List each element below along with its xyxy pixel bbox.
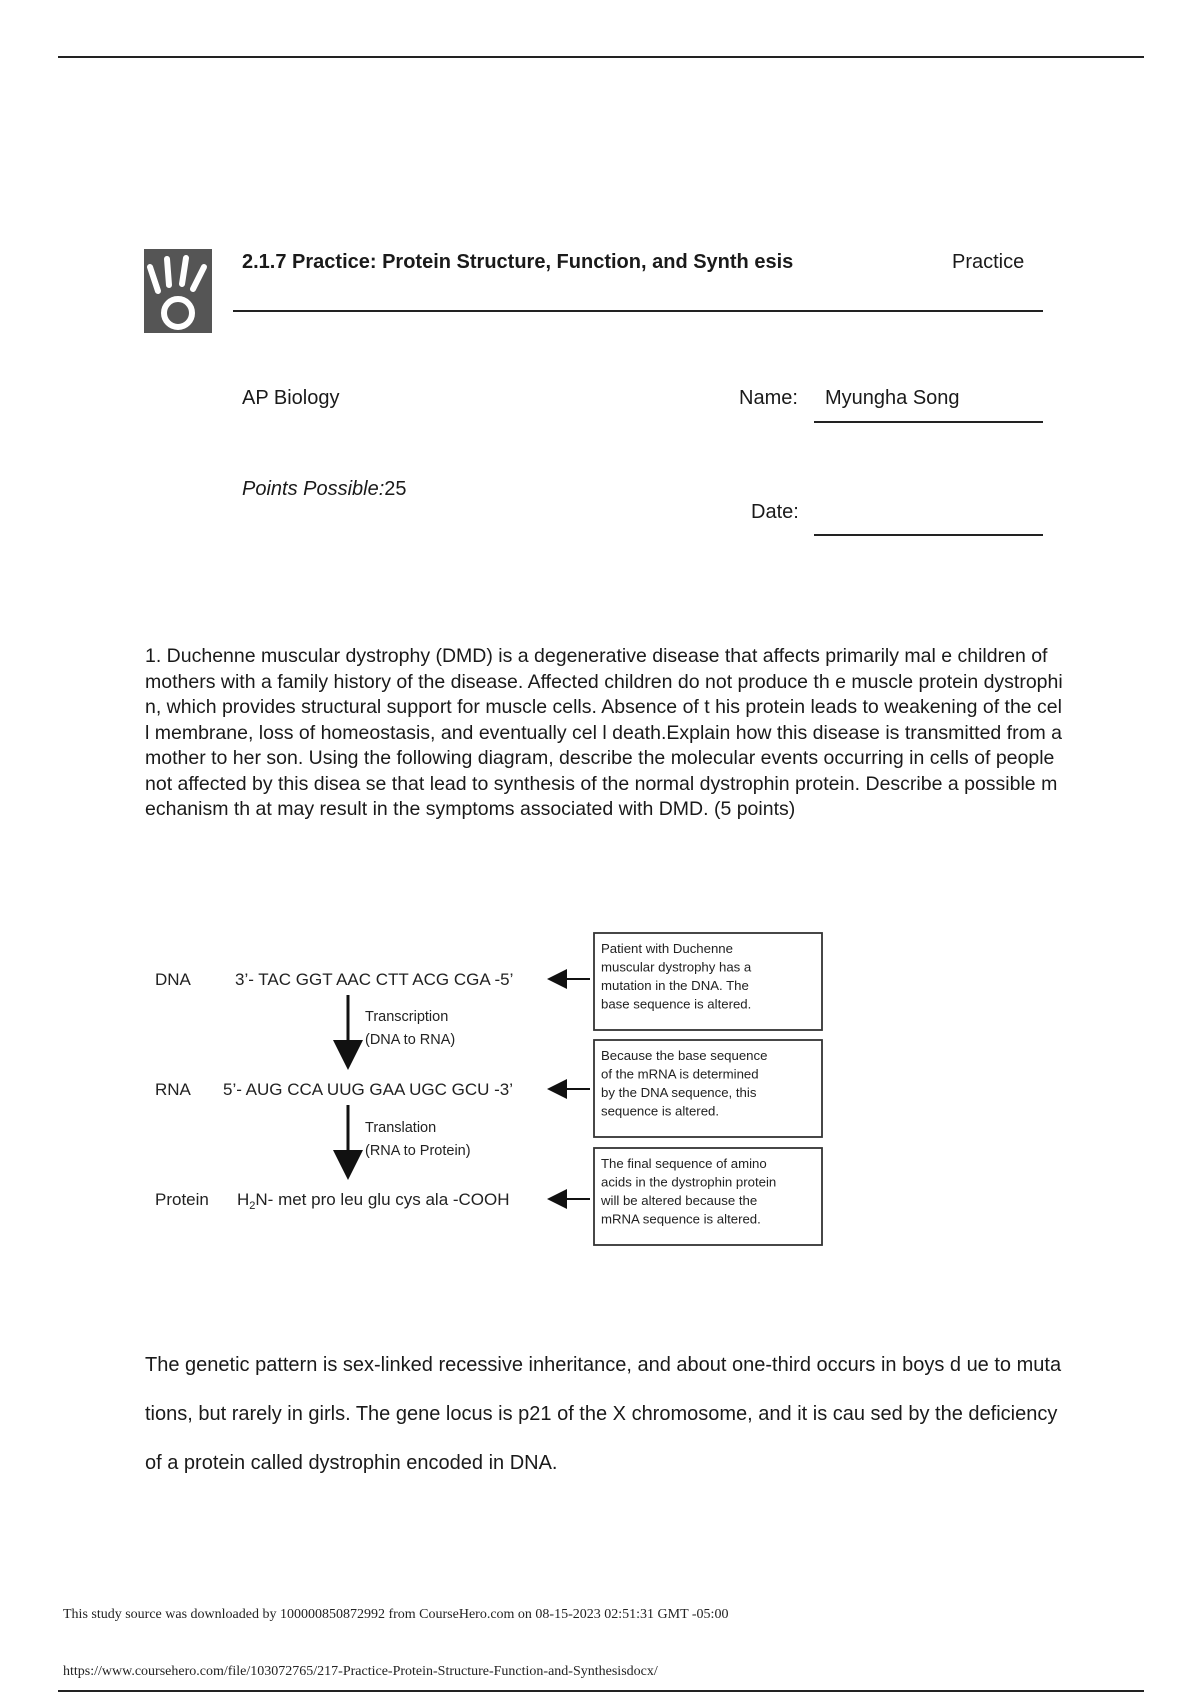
dna-sequence: 3’- TAC GGT AAC CTT ACG CGA -5’	[235, 970, 514, 989]
page-title: 2.1.7 Practice: Protein Structure, Function, and Synth esis	[242, 251, 794, 273]
points-value: 25	[384, 478, 407, 500]
top-rule	[58, 56, 1144, 58]
bottom-rule	[58, 1690, 1144, 1692]
rna-label: RNA	[155, 1080, 191, 1099]
name-field[interactable]: Myungha Song	[825, 387, 960, 409]
rna-sequence: 5’- AUG CCA UUG GAA UGC GCU -3’	[223, 1080, 513, 1099]
note-line: of the mRNA is determined	[601, 1066, 759, 1082]
points-label: Points Possible:	[242, 478, 385, 500]
note-line: mutation in the DNA. The	[601, 978, 749, 993]
note-line: mRNA sequence is altered.	[601, 1211, 761, 1227]
note-line: Patient with Duchenne	[601, 941, 733, 956]
assignment-type: Practice	[952, 251, 1025, 273]
translation-label: Translation	[365, 1120, 437, 1136]
header-rule	[233, 310, 1043, 312]
note-line: The final sequence of amino	[601, 1156, 767, 1171]
protein-chain: N- met pro leu glu cys ala -COOH	[255, 1190, 510, 1209]
answer-text: The genetic pattern is sex-linked recessive inheritance, and about one-third occurs in boys d ue to mutations, but rarely in girls. The gene locus is p21 of the X chromosome, and it is cau sed by the deficiency of a protein called dystrophin encoded in DNA.	[145, 1354, 1062, 1474]
transcription-label: Transcription	[365, 1009, 449, 1025]
note-line: acids in the dystrophin protein	[601, 1174, 777, 1190]
download-note: This study source was downloaded by 100000850872992 from CourseHero.com on 08-15-2023 02:51:31 GMT -05:00	[63, 1607, 729, 1622]
dna-label: DNA	[155, 970, 191, 989]
central-dogma-diagram	[145, 925, 845, 1255]
course-name: AP Biology	[242, 387, 340, 409]
name-label: Name:	[739, 387, 798, 409]
translation-sub-label: (RNA to Protein)	[365, 1143, 471, 1159]
note-line: muscular dystrophy has a	[601, 959, 752, 975]
date-field[interactable]	[825, 499, 1045, 525]
date-label: Date:	[751, 501, 799, 523]
protein-label: Protein	[155, 1190, 209, 1209]
sunburst-logo-icon	[144, 249, 212, 333]
protein-h: H	[237, 1190, 250, 1209]
question-text: 1. Duchenne muscular dystrophy (DMD) is a degenerative disease that affects primarily mal e children of mothers with a family history of the disease. Affected children do not produce th e muscle protein dystrophin, which provides structural support for muscle cells. Absence of t his protein leads to weakening of the cell membrane, loss of homeostasis, and eventually cel l death.Explain how this disease is transmitted from a mother to her son. Using the following diagram, describe the molecular events occurring in cells of people not affected by this disea se that lead to synthesis of the normal dystrophin protein. Describe a possible mechanism th at may result in the symptoms associated with DMD. (5 points)	[145, 645, 1063, 820]
protein-subscript: 2	[249, 1200, 256, 1212]
points-possible	[242, 476, 407, 502]
note-line: will be altered because the	[601, 1193, 758, 1208]
source-url[interactable]: https://www.coursehero.com/file/103072765/217-Practice-Protein-Structure-Function-and-Synthesisdocx/	[63, 1664, 658, 1679]
name-underline	[814, 421, 1043, 423]
transcription-sub-label: (DNA to RNA)	[365, 1032, 456, 1048]
note-line: base sequence is altered.	[601, 996, 752, 1012]
note-line: sequence is altered.	[601, 1103, 720, 1119]
date-underline	[814, 534, 1043, 536]
note-line: Because the base sequence	[601, 1048, 768, 1063]
note-line: by the DNA sequence, this	[601, 1085, 757, 1100]
protein-sequence	[237, 1190, 510, 1212]
